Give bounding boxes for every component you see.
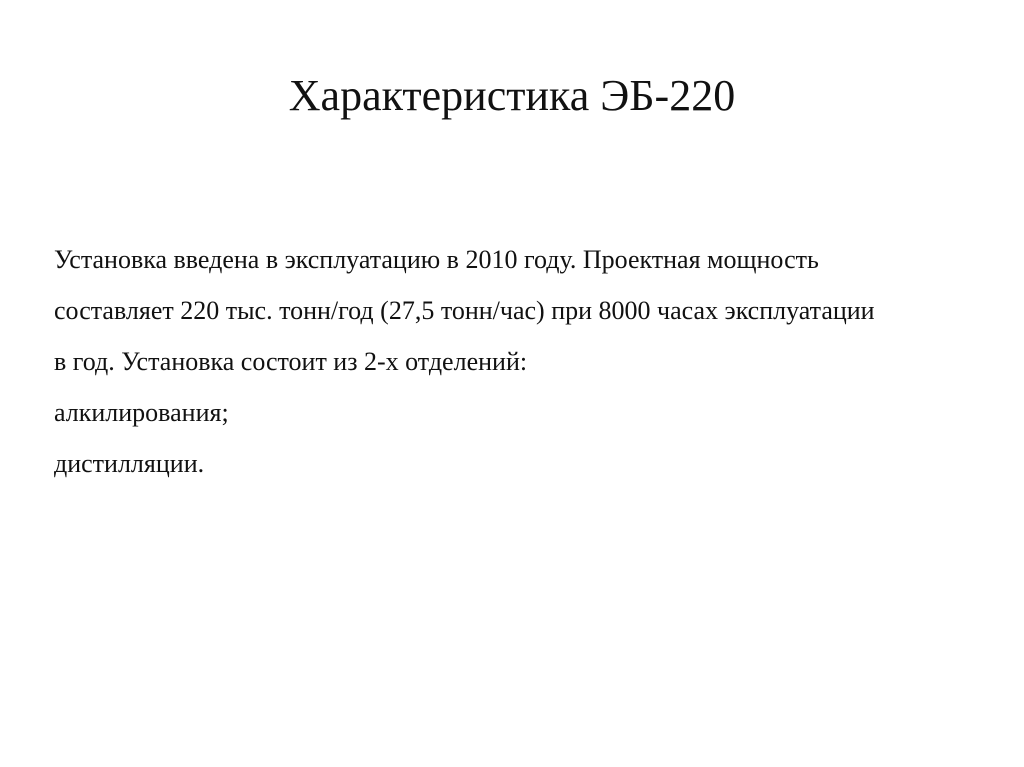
body-line: составляет 220 тыс. тонн/год (27,5 тонн/час) при 8000 часах эксплуатации xyxy=(54,296,875,325)
list-item-distillation: дистилляции. xyxy=(54,449,205,478)
slide-title: Характеристика ЭБ-220 xyxy=(288,71,736,120)
list-item-alkylation: алкилирования; xyxy=(54,398,229,427)
body-line: в год. Установка состоит из 2-х отделений: xyxy=(54,347,528,376)
body-line: Установка введена в эксплуатацию в 2010 году. Проектная мощность xyxy=(54,245,819,274)
slide-body-text xyxy=(54,234,994,489)
